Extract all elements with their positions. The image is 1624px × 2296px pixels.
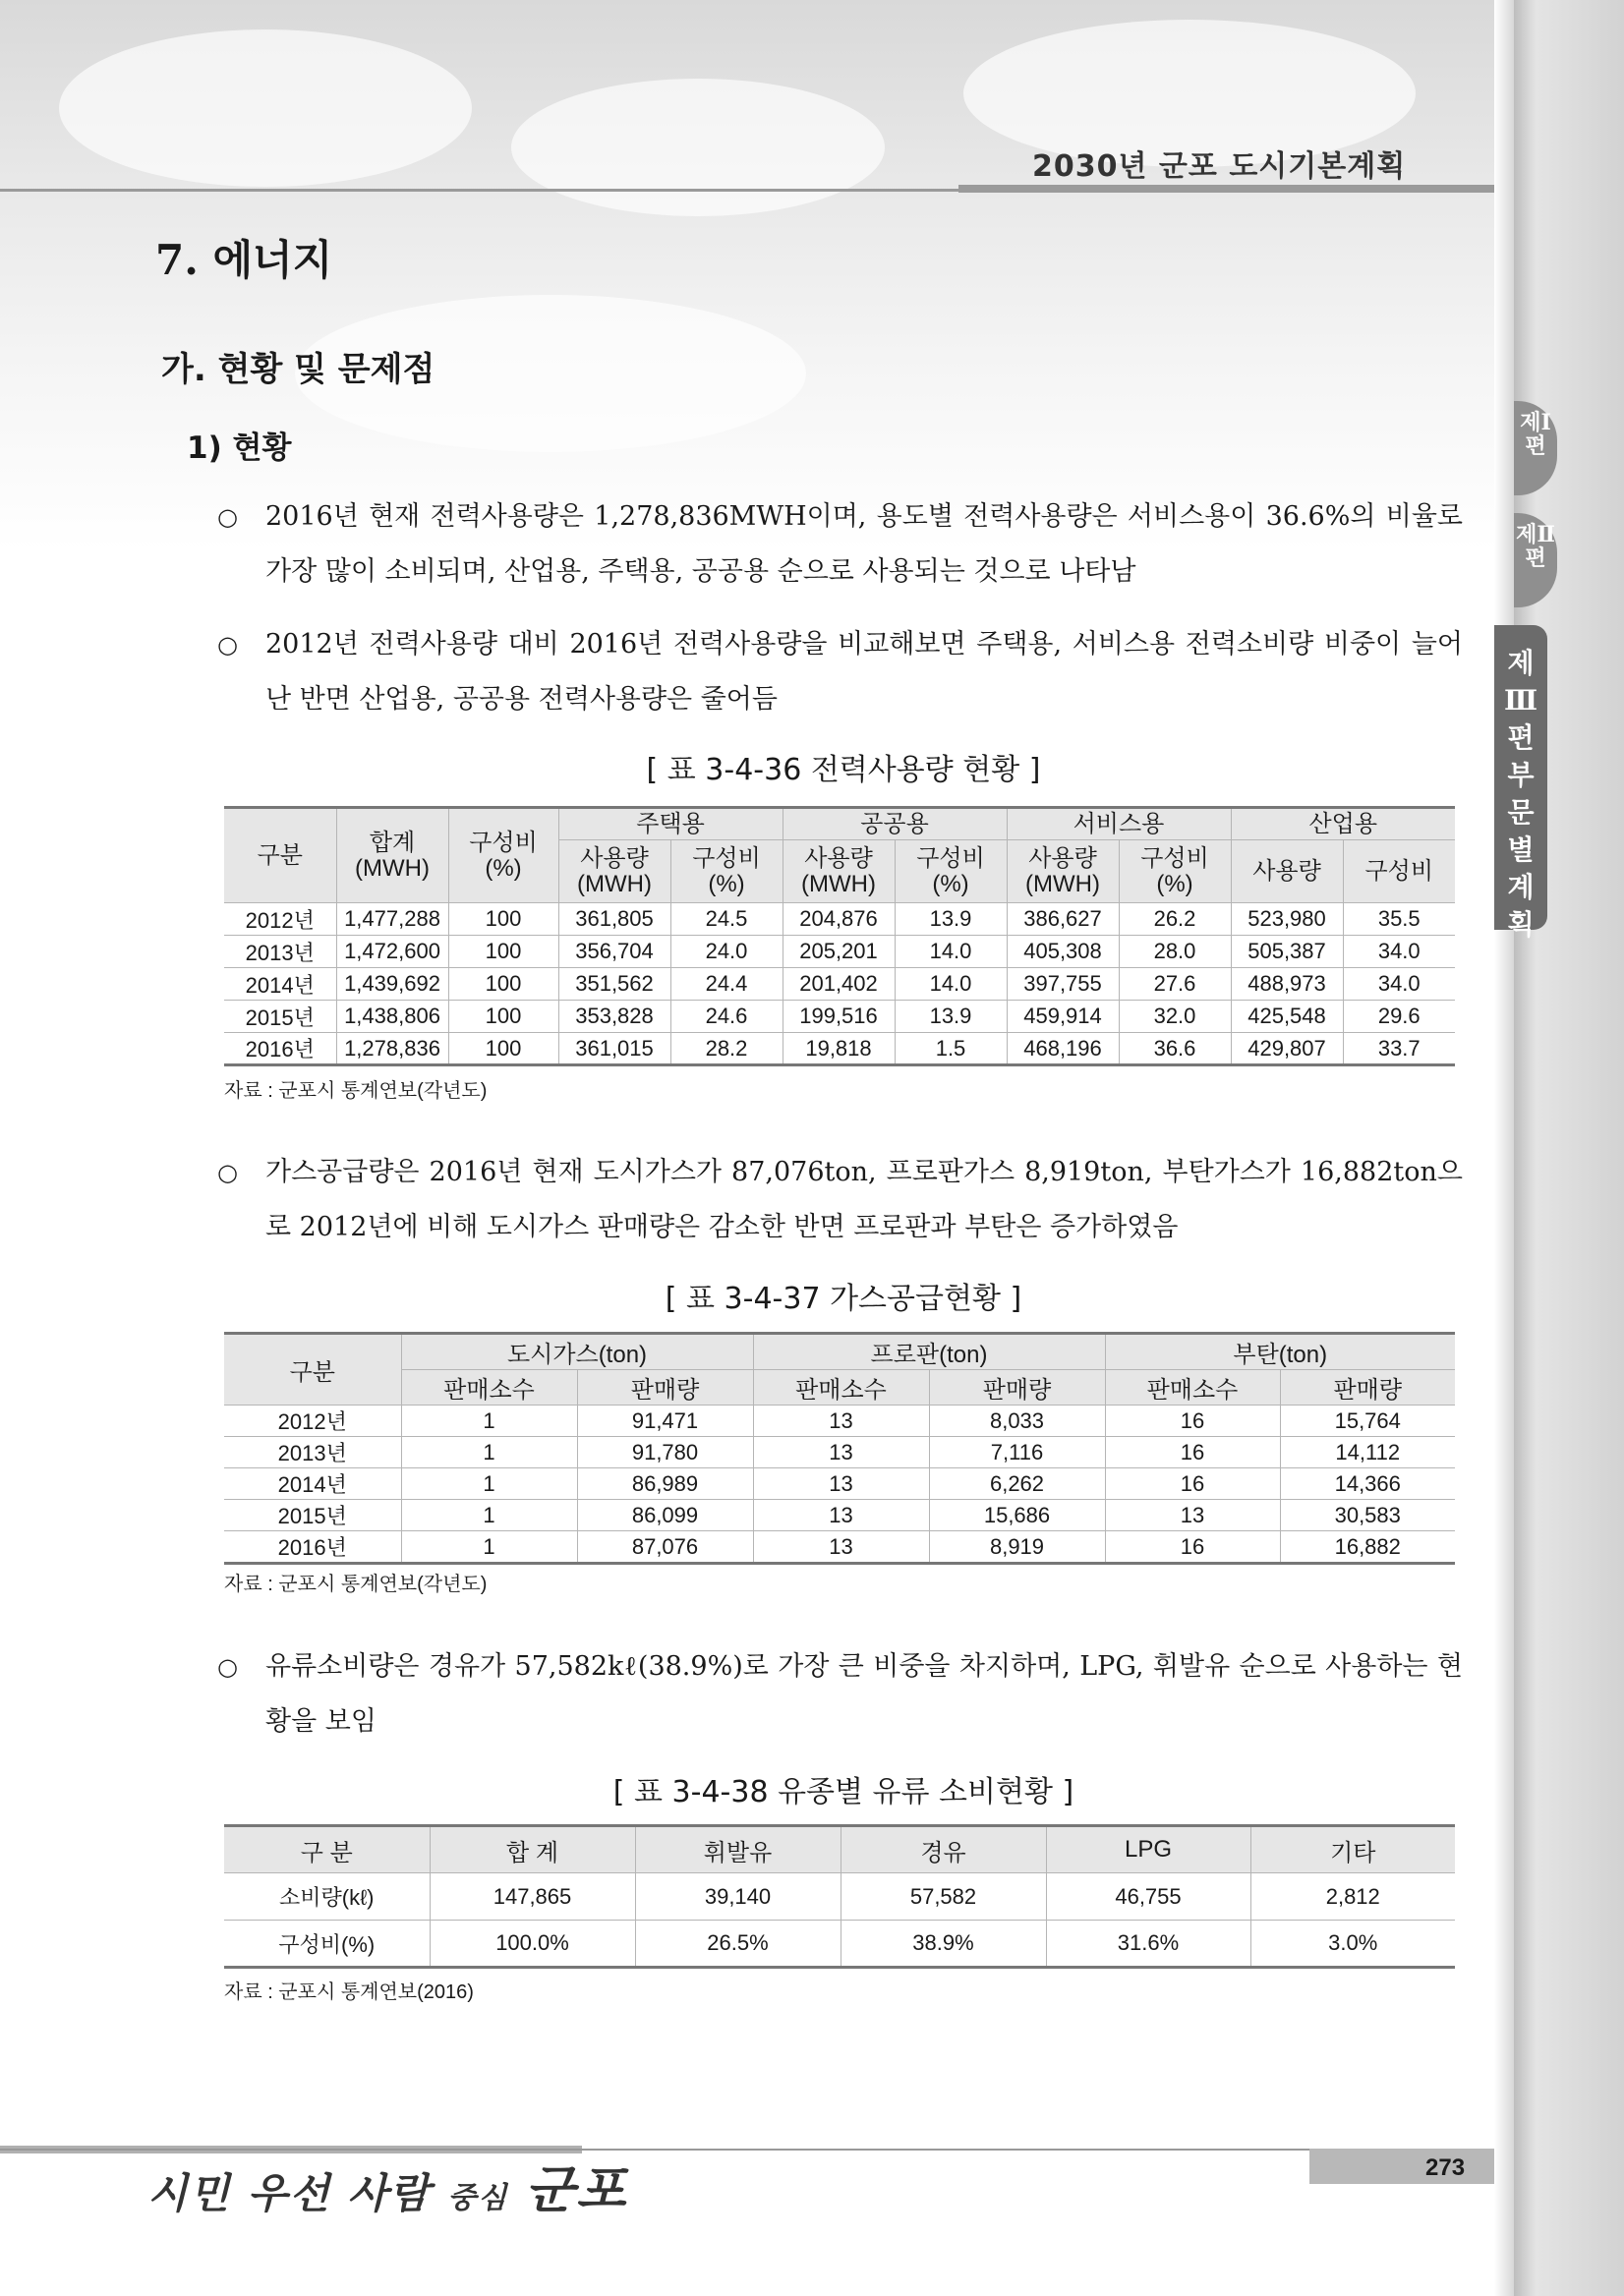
header-cell — [336, 808, 448, 903]
header-unit: (MWH) — [1025, 870, 1100, 897]
table-cell: 3.0% — [1250, 1921, 1455, 1968]
table-cell: 1 — [401, 1531, 577, 1564]
table-caption: [ 표 3-4-37 가스공급현황 ] — [665, 1282, 1022, 1316]
table-source: 자료 : 군포시 통계연보(2016) — [224, 1981, 474, 2003]
header-cell: 기타 — [1250, 1826, 1455, 1873]
bullet-icon: ○ — [217, 503, 238, 531]
header-text: 구성비 — [469, 829, 538, 856]
header-cell: 휘발유 — [635, 1826, 841, 1873]
table-cell: 523,980 — [1231, 903, 1343, 936]
page-number: 273 — [1425, 2154, 1466, 2181]
bullet-icon: ○ — [217, 631, 238, 659]
table-cell: 2013년 — [224, 1437, 401, 1468]
table-cell: 26.5% — [635, 1921, 841, 1968]
section-title: 7. 에너지 — [155, 236, 333, 284]
table-cell: 13 — [753, 1468, 929, 1500]
gas-supply-table — [224, 1332, 1455, 1565]
header-cell — [1007, 840, 1119, 903]
group-header-cell: 프로판(ton) — [753, 1334, 1105, 1370]
table-cell: 27.6 — [1119, 968, 1231, 1001]
header-cell — [448, 808, 558, 903]
table-cell: 14.0 — [895, 968, 1007, 1001]
table-cell: 38.9% — [841, 1921, 1046, 1968]
group-header-cell: 주택용 — [558, 808, 783, 840]
header-unit: (%) — [932, 870, 969, 897]
group-header-cell: 도시가스(ton) — [401, 1334, 753, 1370]
table-cell: 36.6 — [1119, 1033, 1231, 1065]
table-cell: 13 — [753, 1531, 929, 1564]
table-cell: 14,366 — [1280, 1468, 1455, 1500]
table-cell: 13 — [753, 1500, 929, 1531]
table-source: 자료 : 군포시 통계연보(각년도) — [224, 1080, 488, 1102]
table-cell: 91,780 — [577, 1437, 753, 1468]
table-cell: 351,562 — [558, 968, 670, 1001]
header-unit: (%) — [708, 870, 745, 897]
table-cell: 16 — [1105, 1531, 1280, 1564]
table-cell: 28.0 — [1119, 936, 1231, 968]
slogan-part: 시민 우선 사람 — [147, 2169, 432, 2217]
table-cell: 6,262 — [929, 1468, 1105, 1500]
table-cell: 35.5 — [1343, 903, 1455, 936]
table-cell: 1 — [401, 1500, 577, 1531]
paragraph-2 — [217, 617, 1463, 727]
footer-slogan-logo — [147, 2149, 627, 2222]
table-cell: 1,278,836 — [336, 1033, 448, 1065]
header-cell: 합 계 — [430, 1826, 635, 1873]
paragraph-text: 2016년 현재 전력사용량은 1,278,836MWH이며, 용도별 전력사용량은 서비스용이 36.6%의 비율로 가장 많이 소비되며, 산업용, 주택용, 공공용 순으로 사용되는 것으로 나타남 — [265, 501, 1463, 587]
table-cell: 16 — [1105, 1406, 1280, 1437]
table-row — [224, 1500, 1455, 1531]
header-unit: (%) — [1156, 870, 1193, 897]
table-cell: 30,583 — [1280, 1500, 1455, 1531]
table-cell: 100 — [448, 1001, 558, 1033]
table-cell: 19,818 — [783, 1033, 895, 1065]
table-cell: 7,116 — [929, 1437, 1105, 1468]
header-rule-accent — [958, 185, 1494, 193]
table-cell: 24.5 — [670, 903, 783, 936]
table-row — [224, 968, 1455, 1001]
table-cell: 2012년 — [224, 1406, 401, 1437]
table-cell: 15,764 — [1280, 1406, 1455, 1437]
table-cell: 16 — [1105, 1437, 1280, 1468]
table-cell: 29.6 — [1343, 1001, 1455, 1033]
page-number-box — [1309, 2149, 1494, 2184]
table-cell: 405,308 — [1007, 936, 1119, 968]
table-cell: 24.4 — [670, 968, 783, 1001]
table-cell: 2013년 — [224, 936, 336, 968]
side-tab-part3[interactable]: 제Ⅲ편 부문별 계획 — [1494, 625, 1547, 930]
header-cell: LPG — [1046, 1826, 1250, 1873]
table-cell: 28.2 — [670, 1033, 783, 1065]
document-header-title: 2030년 군포 도시기본계획 — [1032, 149, 1407, 184]
table-caption: [ 표 3-4-38 유종별 유류 소비현황 ] — [612, 1775, 1074, 1809]
header-cell — [670, 840, 783, 903]
table-cell: 505,387 — [1231, 936, 1343, 968]
header-cell: 판매량 — [1280, 1370, 1455, 1406]
table-cell: 구성비(%) — [224, 1921, 430, 1968]
table-row — [224, 1437, 1455, 1468]
table-cell: 1.5 — [895, 1033, 1007, 1065]
table-cell: 2016년 — [224, 1033, 336, 1065]
table-cell: 87,076 — [577, 1531, 753, 1564]
table-cell: 86,099 — [577, 1500, 753, 1531]
table-row — [224, 1468, 1455, 1500]
paragraph-text: 2012년 전력사용량 대비 2016년 전력사용량을 비교해보면 주택용, 서비스용 전력소비량 비중이 늘어난 반면 산업용, 공공용 전력사용량은 줄어듬 — [265, 629, 1463, 715]
table-row — [224, 1531, 1455, 1564]
table-cell: 24.6 — [670, 1001, 783, 1033]
table-cell: 1,438,806 — [336, 1001, 448, 1033]
table-cell: 46,755 — [1046, 1873, 1250, 1921]
table-cell: 15,686 — [929, 1500, 1105, 1531]
table-row — [224, 936, 1455, 968]
table-cell: 429,807 — [1231, 1033, 1343, 1065]
paragraph-4 — [217, 1639, 1463, 1750]
bullet-icon: ○ — [217, 1653, 238, 1681]
cloud-shape — [59, 29, 472, 187]
slogan-part: 중심 — [447, 2181, 509, 2215]
header-cell: 구분 — [224, 808, 336, 903]
header-unit: (MWH) — [577, 870, 652, 897]
table-cell: 13 — [753, 1406, 929, 1437]
header-cell: 사용량 — [1231, 840, 1343, 903]
table-row — [224, 1921, 1455, 1968]
table-cell: 24.0 — [670, 936, 783, 968]
header-cell: 경유 — [841, 1826, 1046, 1873]
section-subtitle: 가. 현황 및 문제점 — [161, 350, 435, 389]
table-cell: 1 — [401, 1468, 577, 1500]
header-cell: 판매소수 — [401, 1370, 577, 1406]
header-unit: (MWH) — [801, 870, 876, 897]
table-cell: 100 — [448, 1033, 558, 1065]
bullet-icon: ○ — [217, 1159, 238, 1186]
table-cell: 8,033 — [929, 1406, 1105, 1437]
table-caption: [ 표 3-4-36 전력사용량 현황 ] — [646, 753, 1041, 787]
table-cell: 100 — [448, 936, 558, 968]
table-row — [224, 1001, 1455, 1033]
table-cell: 361,015 — [558, 1033, 670, 1065]
electricity-usage-table — [224, 806, 1455, 1066]
header-text: 사용량 — [1028, 844, 1097, 872]
table-cell: 2014년 — [224, 968, 336, 1001]
table-cell: 14.0 — [895, 936, 1007, 968]
table-cell: 13.9 — [895, 1001, 1007, 1033]
table-cell: 1,477,288 — [336, 903, 448, 936]
side-tab-part2[interactable]: 제Ⅱ편 — [1514, 513, 1557, 607]
table-cell: 39,140 — [635, 1873, 841, 1921]
table-cell: 57,582 — [841, 1873, 1046, 1921]
table-cell: 100.0% — [430, 1921, 635, 1968]
table-cell: 2015년 — [224, 1500, 401, 1531]
header-cell: 판매량 — [929, 1370, 1105, 1406]
table-cell: 1,439,692 — [336, 968, 448, 1001]
table-cell: 2014년 — [224, 1468, 401, 1500]
header-cell — [783, 840, 895, 903]
cloud-shape — [511, 79, 885, 216]
header-cell: 구성비 — [1343, 840, 1455, 903]
table-cell: 2015년 — [224, 1001, 336, 1033]
header-unit: (%) — [485, 854, 522, 882]
table-row — [224, 903, 1455, 936]
header-text: 사용량 — [580, 844, 649, 872]
table-cell: 2012년 — [224, 903, 336, 936]
table-cell: 353,828 — [558, 1001, 670, 1033]
table-cell: 13 — [753, 1437, 929, 1468]
table-cell: 34.0 — [1343, 968, 1455, 1001]
table-cell: 100 — [448, 903, 558, 936]
table-cell: 31.6% — [1046, 1921, 1250, 1968]
table-cell: 1 — [401, 1437, 577, 1468]
table-cell: 397,755 — [1007, 968, 1119, 1001]
table-cell: 199,516 — [783, 1001, 895, 1033]
table-cell: 425,548 — [1231, 1001, 1343, 1033]
table-cell: 361,805 — [558, 903, 670, 936]
side-tab-part1[interactable]: 제Ⅰ편 — [1514, 401, 1557, 495]
header-text: 사용량 — [804, 844, 873, 872]
table-cell: 201,402 — [783, 968, 895, 1001]
table-row — [224, 1873, 1455, 1921]
table-cell: 204,876 — [783, 903, 895, 936]
table-cell: 91,471 — [577, 1406, 753, 1437]
table-cell: 356,704 — [558, 936, 670, 968]
header-unit: (MWH) — [355, 854, 430, 882]
table-cell: 147,865 — [430, 1873, 635, 1921]
paragraph-text: 가스공급량은 2016년 현재 도시가스가 87,076ton, 프로판가스 8,919ton, 부탄가스가 16,882ton으로 2012년에 비해 도시가스 판매량은 감소한 반면 프로판과 부탄은 증가하였음 — [265, 1157, 1463, 1242]
header-cell — [1119, 840, 1231, 903]
table-cell: 2,812 — [1250, 1873, 1455, 1921]
table-cell: 33.7 — [1343, 1033, 1455, 1065]
table-cell: 2016년 — [224, 1531, 401, 1564]
side-strip — [1514, 0, 1624, 2296]
header-cell: 판매량 — [577, 1370, 753, 1406]
group-header-cell: 서비스용 — [1007, 808, 1231, 840]
table-cell: 14,112 — [1280, 1437, 1455, 1468]
table-row — [224, 1406, 1455, 1437]
table-cell: 소비량(kℓ) — [224, 1873, 430, 1921]
table-cell: 13.9 — [895, 903, 1007, 936]
header-cell: 판매소수 — [753, 1370, 929, 1406]
header-text: 구성비 — [916, 844, 985, 872]
table-row — [224, 1033, 1455, 1065]
table-cell: 86,989 — [577, 1468, 753, 1500]
table-cell: 16 — [1105, 1468, 1280, 1500]
table-cell: 34.0 — [1343, 936, 1455, 968]
table-cell: 32.0 — [1119, 1001, 1231, 1033]
table-cell: 205,201 — [783, 936, 895, 968]
header-cell: 구분 — [224, 1334, 401, 1406]
table-cell: 13 — [1105, 1500, 1280, 1531]
header-text: 구성비 — [1140, 844, 1209, 872]
table-cell: 1 — [401, 1406, 577, 1437]
table-cell: 16,882 — [1280, 1531, 1455, 1564]
table-cell: 386,627 — [1007, 903, 1119, 936]
group-header-cell: 부탄(ton) — [1105, 1334, 1455, 1370]
paragraph-text: 유류소비량은 경유가 57,582kℓ(38.9%)로 가장 큰 비중을 차지하며, LPG, 휘발유 순으로 사용하는 현황을 보임 — [265, 1651, 1463, 1737]
table-cell: 100 — [448, 968, 558, 1001]
table-cell: 1,472,600 — [336, 936, 448, 968]
table-cell: 459,914 — [1007, 1001, 1119, 1033]
group-header-cell: 산업용 — [1231, 808, 1455, 840]
table-cell: 8,919 — [929, 1531, 1105, 1564]
header-cell: 구 분 — [224, 1826, 430, 1873]
header-text: 합계 — [369, 829, 416, 856]
header-text: 구성비 — [692, 844, 761, 872]
paragraph-3 — [217, 1145, 1463, 1255]
table-source: 자료 : 군포시 통계연보(각년도) — [224, 1574, 488, 1595]
section-sub-subtitle: 1) 현황 — [187, 430, 292, 466]
header-cell — [895, 840, 1007, 903]
slogan-part: 군포 — [524, 2160, 628, 2220]
oil-consumption-table — [224, 1824, 1455, 1969]
group-header-cell: 공공용 — [783, 808, 1007, 840]
header-cell: 판매소수 — [1105, 1370, 1280, 1406]
paragraph-1 — [217, 489, 1463, 600]
header-cell — [558, 840, 670, 903]
table-cell: 488,973 — [1231, 968, 1343, 1001]
table-cell: 26.2 — [1119, 903, 1231, 936]
table-cell: 468,196 — [1007, 1033, 1119, 1065]
